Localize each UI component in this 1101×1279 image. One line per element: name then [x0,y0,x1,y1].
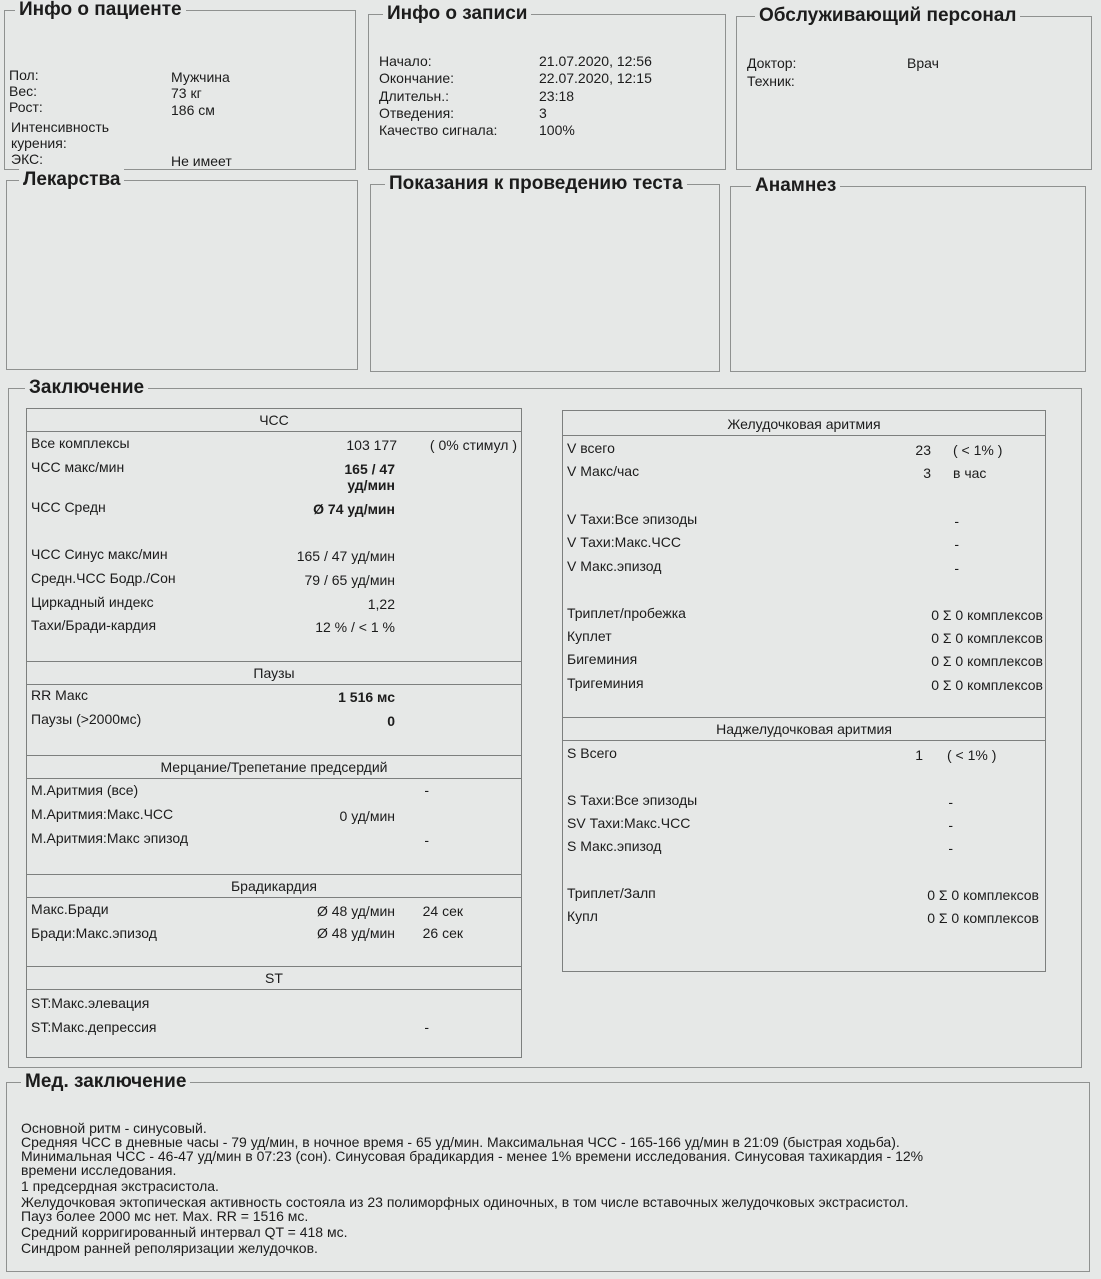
med-line-6: Желудочковая эктопическая активность состояла из 23 полиморфных одиночных, в том числе вставочных желудочковых экстрасистол. [21,1194,909,1210]
v-total-note: ( < 1% ) [953,442,1003,458]
hr-sinus-label: ЧСС Синус макс/мин [31,546,168,562]
anamnesis-panel [730,175,1086,372]
hr-max-min-value: 165 / 47 [344,461,395,477]
record-info-panel [368,3,726,170]
all-complexes-note: ( 0% стимул ) [429,437,517,453]
s-triplet-label: Триплет/Залп [567,885,656,901]
circadian-index-value: 1,22 [367,596,395,612]
arrhythmia-table [562,410,1046,972]
afib-max-hr-label: М.Аритмия:Макс.ЧСС [31,806,174,822]
s-couplet-label: Купл [567,908,598,924]
rr-max-label: RR Макс [31,687,88,703]
pauses-section-header: Паузы [27,661,521,685]
patient-weight-value: 73 кг [171,85,202,101]
patient-sex-value: Мужчина [171,69,230,85]
rr-max-value: 1 516 мс [338,689,395,705]
brady-max-value: Ø 48 уд/мин [316,903,395,919]
s-max-episode-value: - [948,840,953,856]
patient-pacemaker-value: Не имеет [171,153,232,169]
anamnesis-title: Анамнез [751,175,840,197]
all-complexes-label: Все комплексы [31,435,130,451]
record-leads-value: 3 [539,105,547,121]
v-max-episode-value: - [954,560,959,576]
staff-technician-label: Техник: [747,73,795,89]
v-max-hour-value: 3 [923,465,931,481]
s-total-note: ( < 1% ) [947,747,997,763]
med-line-8: Средний корригированный интервал QT = 418 мс. [21,1224,348,1240]
med-line-1: Основной ритм - синусовый. [21,1120,207,1136]
v-triplet-label: Триплет/пробежка [567,605,686,621]
v-bigeminy-label: Бигеминия [567,651,638,667]
s-max-episode-label: S Макс.эпизод [567,838,662,854]
s-tachy-all-label: S Тахи:Все эпизоды [567,792,698,808]
record-start-value: 21.07.2020, 12:56 [539,53,652,69]
record-duration-label: Длительн.: [379,88,450,104]
conclusion-title: Заключение [25,377,148,399]
patient-info-panel [4,0,356,170]
med-line-9: Синдром ранней реполяризации желудочков. [21,1240,318,1256]
record-duration-value: 23:18 [539,88,575,104]
indications-title: Показания к проведению теста [385,173,687,195]
st-depression-label: ST:Макс.депрессия [31,1019,157,1035]
v-trigeminy-value: 0 Σ 0 комплексов [931,677,1043,693]
afib-max-episode-value: - [424,832,429,848]
s-total-label: S Всего [567,745,617,761]
v-tachy-all-value: - [954,513,959,529]
afib-max-hr-value: 0 уд/мин [339,808,395,824]
record-end-label: Окончание: [379,70,454,86]
v-max-episode-label: V Макс.эпизод [567,558,662,574]
brady-episode-time: 26 сек [422,925,463,941]
med-line-7: Пауз более 2000 мс нет. Max. RR = 1516 мс. [21,1208,309,1224]
hr-table [26,408,522,1058]
staff-title: Обслуживающий персонал [755,5,1020,27]
afib-all-label: М.Аритмия (все) [31,782,139,798]
brady-max-label: Макс.Бради [31,901,109,917]
record-info-title: Инфо о записи [383,3,531,25]
patient-pacemaker-label: ЭКС: [11,151,44,167]
med-line-2: Средняя ЧСС в дневные часы - 79 уд/мин, в ночное время - 65 уд/мин. Максимальная ЧСС - 165-166 уд/мин в 21:09 (быстрая ходьба). [21,1134,900,1150]
pauses-value: 0 [387,713,395,729]
brady-max-time: 24 сек [422,903,463,919]
v-max-hour-label: V Макс/час [567,463,640,479]
afib-section-header: Мерцание/Трепетание предсердий [27,755,521,779]
hr-wake-sleep-value: 79 / 65 уд/мин [304,572,395,588]
brady-episode-value: Ø 48 уд/мин [316,925,395,941]
med-line-4: времени исследования. [21,1162,177,1178]
circadian-index-label: Циркадный индекс [31,594,154,610]
patient-height-value: 186 см [171,102,215,118]
hr-avg-value: Ø 74 уд/мин [313,501,395,517]
hr-section-header: ЧСС [27,409,521,432]
st-elevation-label: ST:Макс.элевация [31,995,150,1011]
s-total-value: 1 [915,747,923,763]
staff-panel [736,5,1092,170]
afib-all-value: - [424,782,429,798]
staff-doctor-value: Врач [907,55,939,71]
v-couplet-value: 0 Σ 0 комплексов [931,630,1043,646]
s-couplet-value: 0 Σ 0 комплексов [927,910,1039,926]
v-couplet-label: Куплет [567,628,612,644]
v-bigeminy-value: 0 Σ 0 комплексов [931,653,1043,669]
st-section-header: ST [27,966,521,990]
all-complexes-value: 103 177 [346,437,397,453]
s-triplet-value: 0 Σ 0 комплексов [927,887,1039,903]
v-tachy-max-value: - [954,536,959,552]
pauses-label: Паузы (>2000мс) [31,711,142,727]
v-total-label: V всего [567,440,615,456]
v-max-hour-note: в час [953,465,987,481]
ventricular-section-header: Желудочковая аритмия [563,413,1045,436]
v-trigeminy-label: Тригеминия [567,675,644,691]
record-start-label: Начало: [379,53,432,69]
v-tachy-max-label: V Тахи:Макс.ЧСС [567,534,681,550]
sv-tachy-max-value: - [948,817,953,833]
medical-conclusion-panel [6,1071,1090,1272]
staff-doctor-label: Доктор: [747,55,797,71]
hr-max-min-label: ЧСС макс/мин [31,459,125,475]
record-leads-label: Отведения: [379,105,455,121]
medical-conclusion-title: Мед. заключение [21,1071,190,1093]
v-triplet-value: 0 Σ 0 комплексов [931,607,1043,623]
record-end-value: 22.07.2020, 12:15 [539,70,652,86]
supraventricular-section-header: Наджелудочковая аритмия [563,717,1045,741]
medications-panel [6,169,358,370]
hr-max-min-unit: уд/мин [347,477,395,493]
brady-section-header: Брадикардия [27,874,521,898]
patient-weight-label: Вес: [9,83,38,99]
hr-sinus-value: 165 / 47 уд/мин [296,548,395,564]
tachy-brady-value: 12 % / < 1 % [315,619,395,635]
afib-max-episode-label: М.Аритмия:Макс эпизод [31,830,189,846]
v-tachy-all-label: V Тахи:Все эпизоды [567,511,698,527]
hr-wake-sleep-label: Средн.ЧСС Бодр./Сон [31,570,176,586]
tachy-brady-label: Тахи/Бради-кардия [31,617,157,633]
patient-height-label: Рост: [9,99,43,115]
v-total-value: 23 [915,442,931,458]
sv-tachy-max-label: SV Тахи:Макс.ЧСС [567,815,691,831]
med-line-3: Минимальная ЧСС - 46-47 уд/мин в 07:23 (сон). Синусовая брадикардия - менее 1% времени исследования. Синусовая тахикардия - 12% [21,1148,924,1164]
s-tachy-all-value: - [948,794,953,810]
brady-episode-label: Бради:Макс.эпизод [31,925,157,941]
patient-smoking-label: Интенсивность курения: [11,119,110,151]
med-line-5: 1 предсердная экстрасистола. [21,1178,219,1194]
patient-sex-label: Пол: [9,67,39,83]
record-quality-label: Качество сигнала: [379,122,498,138]
st-depression-value: - [424,1019,429,1035]
hr-avg-label: ЧСС Средн [31,499,106,515]
medications-title: Лекарства [19,169,124,191]
indications-panel [370,173,720,372]
patient-info-title: Инфо о пациенте [15,0,186,21]
record-quality-value: 100% [539,122,575,138]
